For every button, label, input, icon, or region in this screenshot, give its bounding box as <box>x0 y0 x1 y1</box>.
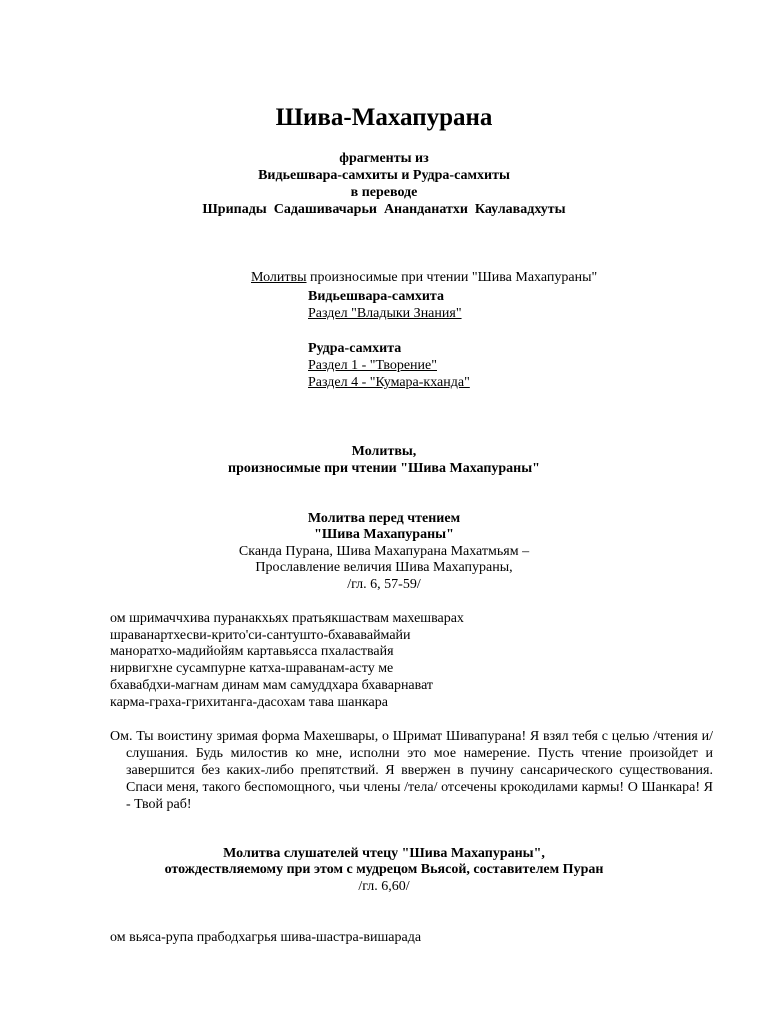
prayer-source: Прославление величия Шива Махапураны, <box>255 560 513 575</box>
document-title: Шива-Махапурана <box>275 104 493 131</box>
prayer-source: /гл. 6,60/ <box>358 879 410 894</box>
prayer-heading: Молитва перед чтением <box>307 511 461 526</box>
toc-link-section[interactable]: Раздел "Владыки Знания" <box>308 306 462 321</box>
prayer-source: /гл. 6, 57-59/ <box>347 577 421 592</box>
toc-prayers-text: произносимые при чтении "Шива Махапураны" <box>306 270 598 285</box>
verse-line: нирвигхне сусампурне катха-шраванам-асту ме <box>110 661 394 676</box>
toc-link-section[interactable]: Раздел 1 - "Творение" <box>308 358 437 373</box>
verse-line: бхавабдхи-магнам динам мам самуддхара бхаварнават <box>110 678 434 693</box>
prayer-source: Сканда Пурана, Шива Махапурана Махатмьям – <box>238 544 530 559</box>
toc-link-prayers[interactable]: Молитвы <box>251 270 307 285</box>
verse-line: карма-граха-грихитанга-дасохам тава шанкара <box>110 695 388 710</box>
prayer-heading: отождествляемому при этом с мудрецом Вьясой, составителем Пуран <box>164 862 604 877</box>
subtitle-line: фрагменты из <box>339 151 429 166</box>
toc-samhita-title: Видьешвара-самхита <box>308 289 444 304</box>
verse-line: маноратхо-мадийойям картавьясса пхаластвайя <box>110 644 394 659</box>
section-heading: Молитвы, <box>351 444 417 459</box>
subtitle-line: Видьешвара-самхиты и Рудра-самхиты <box>258 168 510 183</box>
verse-line: шраванартхесви-крито'си-сантуштo-бхававаймайи <box>110 628 411 643</box>
toc-link-section[interactable]: Раздел 4 - "Кумара-кханда" <box>308 375 470 390</box>
verse-line: ом шримаччхива пуранакхьях пратьякшаствам махешварах <box>110 611 464 626</box>
subtitle-line: в переводе <box>350 185 418 200</box>
toc-samhita-title: Рудра-самхита <box>308 341 402 356</box>
prayer-heading: Молитва слушателей чтецу "Шива Махапураны", <box>223 846 545 861</box>
verse-line: ом вьяса-рупа прабодхагрья шива-шастра-вишарада <box>110 930 422 945</box>
section-heading: произносимые при чтении "Шива Махапураны" <box>228 461 540 476</box>
translation-paragraph: Ом. Ты воистину зримая форма Махешвары, о Шримат Шивапурана! Я взял тебя с целью /чтения и/ слушания. Будь милостив ко мне, исполни это мое намерение. Пусть чтение произойдет и завершится без каких-либо препятствий. Я ввержен в пучину сансарического существования. Спаси меня, такого беспомощного, чьи члены /тела/ отсечены крокодилами кармы! О Шанкара! Я - Твой раб! <box>110 729 713 812</box>
toc-prayers-line <box>244 252 597 286</box>
prayer-heading: "Шива Махапураны" <box>314 527 454 542</box>
subtitle-line: Шрипады Садашивачарьи Ананданатхи Каулавадхуты <box>202 202 566 217</box>
